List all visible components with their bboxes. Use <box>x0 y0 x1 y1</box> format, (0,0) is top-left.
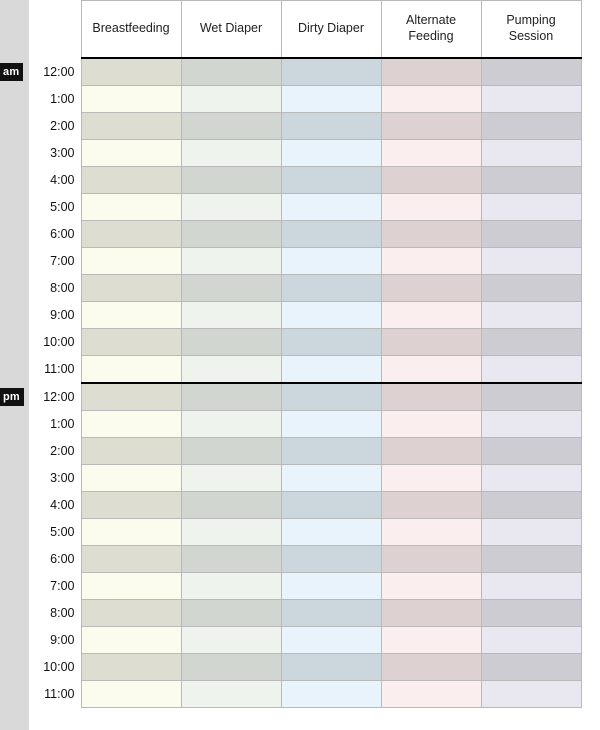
period-badge-am: am <box>0 63 23 81</box>
entry-cell[interactable] <box>281 600 381 627</box>
entry-cell[interactable] <box>481 438 581 465</box>
time-label: 4:00 <box>29 167 81 194</box>
entry-cell[interactable] <box>281 194 381 221</box>
entry-cell[interactable] <box>181 573 281 600</box>
table-row <box>0 627 581 654</box>
entry-cell[interactable] <box>481 140 581 167</box>
time-label: 11:00 <box>29 681 81 708</box>
entry-cell[interactable] <box>381 546 481 573</box>
entry-cell[interactable] <box>181 600 281 627</box>
time-label: 12:00 <box>29 58 81 86</box>
entry-cell[interactable] <box>481 167 581 194</box>
entry-cell[interactable] <box>481 302 581 329</box>
table-row <box>0 113 581 140</box>
entry-cell[interactable] <box>81 275 181 302</box>
entry-cell[interactable] <box>281 465 381 492</box>
table-row <box>0 654 581 681</box>
entry-cell[interactable] <box>481 113 581 140</box>
entry-cell[interactable] <box>181 58 281 86</box>
entry-cell[interactable] <box>81 627 181 654</box>
entry-cell[interactable] <box>181 681 281 708</box>
entry-cell[interactable] <box>481 465 581 492</box>
time-label: 7:00 <box>29 248 81 275</box>
entry-cell[interactable] <box>81 167 181 194</box>
gutter-cell <box>0 167 29 194</box>
entry-cell[interactable] <box>381 681 481 708</box>
time-label: 3:00 <box>29 465 81 492</box>
time-label: 5:00 <box>29 194 81 221</box>
entry-cell[interactable] <box>281 248 381 275</box>
period-badge-pm: pm <box>0 388 24 406</box>
entry-cell[interactable] <box>181 546 281 573</box>
entry-cell[interactable] <box>181 329 281 356</box>
gutter-cell <box>0 411 29 438</box>
column-header-dirty-diaper: Dirty Diaper <box>281 1 381 59</box>
entry-cell[interactable] <box>281 654 381 681</box>
table-body <box>0 58 581 708</box>
table-row <box>0 140 581 167</box>
entry-cell[interactable] <box>481 654 581 681</box>
entry-cell[interactable] <box>381 58 481 86</box>
entry-cell[interactable] <box>381 465 481 492</box>
entry-cell[interactable] <box>181 465 281 492</box>
entry-cell[interactable] <box>481 86 581 113</box>
entry-cell[interactable] <box>281 573 381 600</box>
entry-cell[interactable] <box>181 411 281 438</box>
entry-cell[interactable] <box>81 356 181 384</box>
entry-cell[interactable] <box>481 492 581 519</box>
table-row <box>0 356 581 384</box>
entry-cell[interactable] <box>281 167 381 194</box>
gutter-cell <box>0 221 29 248</box>
entry-cell[interactable] <box>381 221 481 248</box>
entry-cell[interactable] <box>281 86 381 113</box>
time-label: 2:00 <box>29 438 81 465</box>
table-row <box>0 167 581 194</box>
gutter-cell <box>0 546 29 573</box>
time-label: 9:00 <box>29 302 81 329</box>
entry-cell[interactable] <box>281 519 381 546</box>
gutter-cell <box>0 329 29 356</box>
entry-cell[interactable] <box>181 627 281 654</box>
time-label: 1:00 <box>29 86 81 113</box>
entry-cell[interactable] <box>381 329 481 356</box>
table-row <box>0 58 581 86</box>
entry-cell[interactable] <box>81 58 181 86</box>
gutter-cell <box>0 248 29 275</box>
column-header-wet-diaper: Wet Diaper <box>181 1 281 59</box>
entry-cell[interactable] <box>281 438 381 465</box>
entry-cell[interactable] <box>181 383 281 411</box>
entry-cell[interactable] <box>81 383 181 411</box>
entry-cell[interactable] <box>281 113 381 140</box>
entry-cell[interactable] <box>81 654 181 681</box>
entry-cell[interactable] <box>81 248 181 275</box>
period-badge-cell <box>0 383 29 411</box>
column-header-alternate-feeding: Alternate Feeding <box>381 1 481 59</box>
entry-cell[interactable] <box>81 465 181 492</box>
table-row <box>0 221 581 248</box>
entry-cell[interactable] <box>181 140 281 167</box>
table-row <box>0 302 581 329</box>
table-row <box>0 600 581 627</box>
entry-cell[interactable] <box>281 546 381 573</box>
entry-cell[interactable] <box>281 356 381 384</box>
entry-cell[interactable] <box>181 302 281 329</box>
entry-cell[interactable] <box>81 546 181 573</box>
entry-cell[interactable] <box>81 573 181 600</box>
entry-cell[interactable] <box>81 681 181 708</box>
entry-cell[interactable] <box>381 275 481 302</box>
table-row <box>0 546 581 573</box>
entry-cell[interactable] <box>181 113 281 140</box>
time-label: 10:00 <box>29 654 81 681</box>
gutter-cell <box>0 492 29 519</box>
gutter-cell <box>0 194 29 221</box>
entry-cell[interactable] <box>281 411 381 438</box>
time-label: 8:00 <box>29 275 81 302</box>
entry-cell[interactable] <box>481 573 581 600</box>
column-header-breastfeeding: Breastfeeding <box>81 1 181 59</box>
time-label: 7:00 <box>29 573 81 600</box>
table-header <box>0 1 581 59</box>
entry-cell[interactable] <box>481 58 581 86</box>
entry-cell[interactable] <box>381 600 481 627</box>
entry-cell[interactable] <box>381 411 481 438</box>
gutter-cell <box>0 438 29 465</box>
entry-cell[interactable] <box>281 58 381 86</box>
entry-cell[interactable] <box>281 302 381 329</box>
gutter-cell <box>0 356 29 384</box>
entry-cell[interactable] <box>181 86 281 113</box>
table-row <box>0 275 581 302</box>
entry-cell[interactable] <box>81 113 181 140</box>
entry-cell[interactable] <box>81 411 181 438</box>
table-row <box>0 519 581 546</box>
time-label: 4:00 <box>29 492 81 519</box>
entry-cell[interactable] <box>381 86 481 113</box>
entry-cell[interactable] <box>81 86 181 113</box>
entry-cell[interactable] <box>481 383 581 411</box>
time-label: 3:00 <box>29 140 81 167</box>
gutter-cell <box>0 654 29 681</box>
table-row <box>0 681 581 708</box>
entry-cell[interactable] <box>381 356 481 384</box>
entry-cell[interactable] <box>181 438 281 465</box>
entry-cell[interactable] <box>281 275 381 302</box>
entry-cell[interactable] <box>81 519 181 546</box>
gutter-cell <box>0 113 29 140</box>
entry-cell[interactable] <box>281 221 381 248</box>
gutter-cell <box>0 275 29 302</box>
entry-cell[interactable] <box>181 492 281 519</box>
entry-cell[interactable] <box>481 681 581 708</box>
time-label: 11:00 <box>29 356 81 384</box>
time-label: 5:00 <box>29 519 81 546</box>
entry-cell[interactable] <box>481 600 581 627</box>
entry-cell[interactable] <box>481 519 581 546</box>
table-row <box>0 248 581 275</box>
entry-cell[interactable] <box>381 302 481 329</box>
table-row <box>0 438 581 465</box>
gutter-cell <box>0 140 29 167</box>
time-label: 8:00 <box>29 600 81 627</box>
gutter-cell <box>0 519 29 546</box>
gutter-cell <box>0 86 29 113</box>
entry-cell[interactable] <box>481 275 581 302</box>
entry-cell[interactable] <box>481 194 581 221</box>
gutter-cell <box>0 600 29 627</box>
time-label: 12:00 <box>29 383 81 411</box>
table-row <box>0 194 581 221</box>
entry-cell[interactable] <box>81 194 181 221</box>
header-corner-gutter <box>0 1 29 59</box>
entry-cell[interactable] <box>281 140 381 167</box>
time-label: 1:00 <box>29 411 81 438</box>
entry-cell[interactable] <box>381 627 481 654</box>
entry-cell[interactable] <box>281 329 381 356</box>
entry-cell[interactable] <box>481 627 581 654</box>
entry-cell[interactable] <box>281 383 381 411</box>
time-label: 2:00 <box>29 113 81 140</box>
period-badge-cell <box>0 58 29 86</box>
header-row <box>0 1 581 59</box>
time-label: 6:00 <box>29 221 81 248</box>
entry-cell[interactable] <box>481 221 581 248</box>
entry-cell[interactable] <box>81 438 181 465</box>
table-row <box>0 573 581 600</box>
entry-cell[interactable] <box>481 329 581 356</box>
entry-cell[interactable] <box>381 573 481 600</box>
gutter-cell <box>0 627 29 654</box>
entry-cell[interactable] <box>81 492 181 519</box>
entry-cell[interactable] <box>481 411 581 438</box>
entry-cell[interactable] <box>81 600 181 627</box>
entry-cell[interactable] <box>281 627 381 654</box>
entry-cell[interactable] <box>381 113 481 140</box>
entry-cell[interactable] <box>281 492 381 519</box>
entry-cell[interactable] <box>181 248 281 275</box>
entry-cell[interactable] <box>381 654 481 681</box>
table-row <box>0 465 581 492</box>
entry-cell[interactable] <box>81 221 181 248</box>
header-corner-time <box>29 1 81 59</box>
entry-cell[interactable] <box>81 140 181 167</box>
table-row <box>0 492 581 519</box>
entry-cell[interactable] <box>381 438 481 465</box>
entry-cell[interactable] <box>381 140 481 167</box>
gutter-cell <box>0 681 29 708</box>
entry-cell[interactable] <box>181 519 281 546</box>
entry-cell[interactable] <box>181 167 281 194</box>
time-label: 9:00 <box>29 627 81 654</box>
table-row <box>0 383 581 411</box>
entry-cell[interactable] <box>181 654 281 681</box>
entry-cell[interactable] <box>481 546 581 573</box>
entry-cell[interactable] <box>381 492 481 519</box>
entry-cell[interactable] <box>381 519 481 546</box>
time-label: 10:00 <box>29 329 81 356</box>
gutter-cell <box>0 573 29 600</box>
entry-cell[interactable] <box>81 302 181 329</box>
time-label: 6:00 <box>29 546 81 573</box>
entry-cell[interactable] <box>181 194 281 221</box>
entry-cell[interactable] <box>381 248 481 275</box>
column-header-pumping-session: Pumping Session <box>481 1 581 59</box>
entry-cell[interactable] <box>381 167 481 194</box>
gutter-cell <box>0 465 29 492</box>
table-row <box>0 86 581 113</box>
table-row <box>0 411 581 438</box>
entry-cell[interactable] <box>181 221 281 248</box>
entry-cell[interactable] <box>481 356 581 384</box>
entry-cell[interactable] <box>281 681 381 708</box>
table-row <box>0 329 581 356</box>
entry-cell[interactable] <box>381 383 481 411</box>
gutter-cell <box>0 302 29 329</box>
entry-cell[interactable] <box>481 248 581 275</box>
entry-cell[interactable] <box>181 275 281 302</box>
entry-cell[interactable] <box>181 356 281 384</box>
entry-cell[interactable] <box>81 329 181 356</box>
entry-cell[interactable] <box>381 194 481 221</box>
